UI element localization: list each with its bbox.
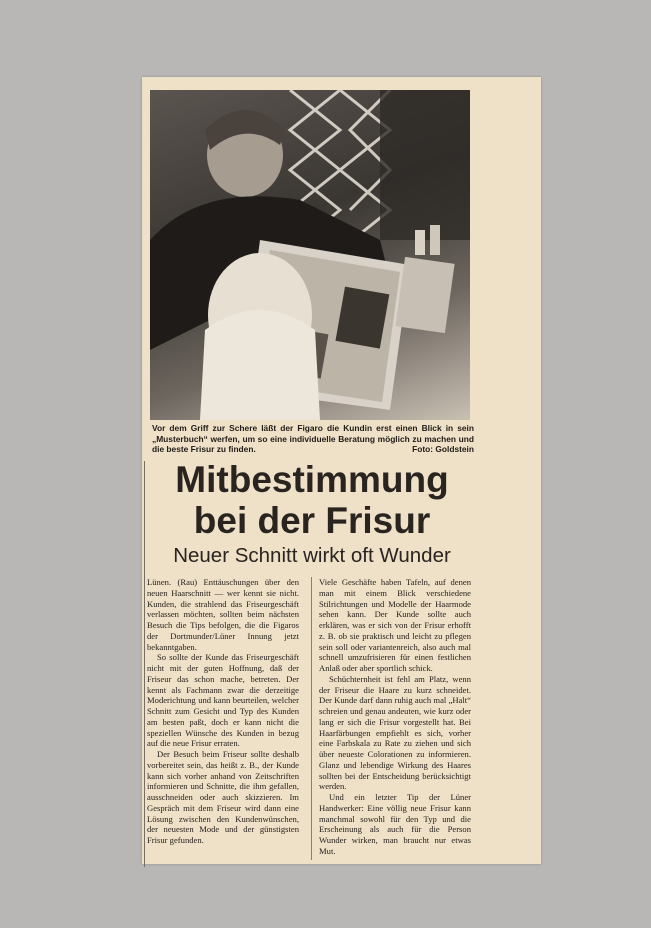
- article-column-right: [319, 577, 471, 857]
- column-divider: [311, 577, 312, 860]
- newspaper-clipping: [142, 77, 541, 864]
- photo-credit: Foto: Goldstein: [412, 444, 474, 455]
- article-column-left: [147, 577, 299, 846]
- headline: [142, 459, 482, 541]
- paragraph: Der Besuch beim Friseur sollte deshalb vorbereitet sein, das heißt z. B., der Kunde kann sich vorher anhand von Zeitschriften informieren und Schnitte, die ihm gefallen, ausschneiden oder auch skizzieren. Im Gespräch mit dem Friseur wird dann eine Lösung zwischen den Kundenwünschen, der neuesten Mode und der günstigsten Frisur gefunden.: [147, 749, 299, 845]
- paragraph: Viele Geschäfte haben Tafeln, auf denen man mit einem Blick verschiedene Stilrichtungen und Modelle der Haarmode sehen kann. Der Kunde sollte auch erklären, was er sich von der Frisur erhofft z. B. ob sie praktisch und leicht zu pflegen sein soll oder variantenreich, also auch mal schnell umzufrisieren für einen festlichen Anlaß oder aber sportlich schick.: [319, 577, 471, 673]
- headline-line-1: Mitbestimmung: [175, 459, 449, 500]
- photo-illustration: [150, 90, 470, 420]
- paragraph: Und ein letzter Tip der Lüner Handwerker: Eine völlig neue Frisur kann manchmal sowohl für den Typ und die Erscheinung als auch für die Person Wunder wirken, man braucht nur etwas Mut.: [319, 792, 471, 856]
- headline-line-2: bei der Frisur: [193, 500, 431, 541]
- subheadline: Neuer Schnitt wirkt oft Wunder: [173, 544, 451, 567]
- caption-text: Vor dem Griff zur Schere läßt der Figaro die Kundin erst einen Blick in sein „Musterbuch“ werfen, um so eine individuelle Beratung möglich zu machen und die beste Frisur zu finden.: [152, 423, 474, 455]
- photo-caption: [152, 423, 474, 455]
- article-photo: [150, 90, 470, 420]
- paragraph: Schüchternheit ist fehl am Platz, wenn der Friseur die Haare zu kurz schneidet. Der Kunde darf dann ruhig auch mal „Halt“ schreien und genau andeuten, wie kurz oder lang er sich die Frisur vorgestellt hat. Bei Haarfärbungen empfiehlt es sich, vorher eine Farbskala zu Rate zu ziehen und sich über neueste Colorationen zu informieren. Glanz und lebendige Wirkung des Haares sollten bei der Entscheidung berücksichtigt werden.: [319, 673, 471, 792]
- paragraph: So sollte der Kunde das Friseurgeschäft nicht mit der guten Hoffnung, daß der Friseur das schon mache, betreten. Der kennt als Fachmann zwar die derzeitige Moderichtung und kann beurteilen, welcher Schnitt zum Gesicht und Typ des Kunden am besten paßt, doch er kann nicht die speziellen Wünsche des Kunden in bezug auf die neue Frisur erraten.: [147, 652, 299, 749]
- paragraph: Lünen. (Rau) Enttäuschungen über den neuen Haarschnitt — wer kennt sie nicht. Kunden, die strahlend das Friseurgeschäft verlassen möchten, sollten beim nächsten Besuch die Tips befolgen, die die Figaros der Dortmunder/Lüner Innung jetzt bekanntgaben.: [147, 577, 299, 652]
